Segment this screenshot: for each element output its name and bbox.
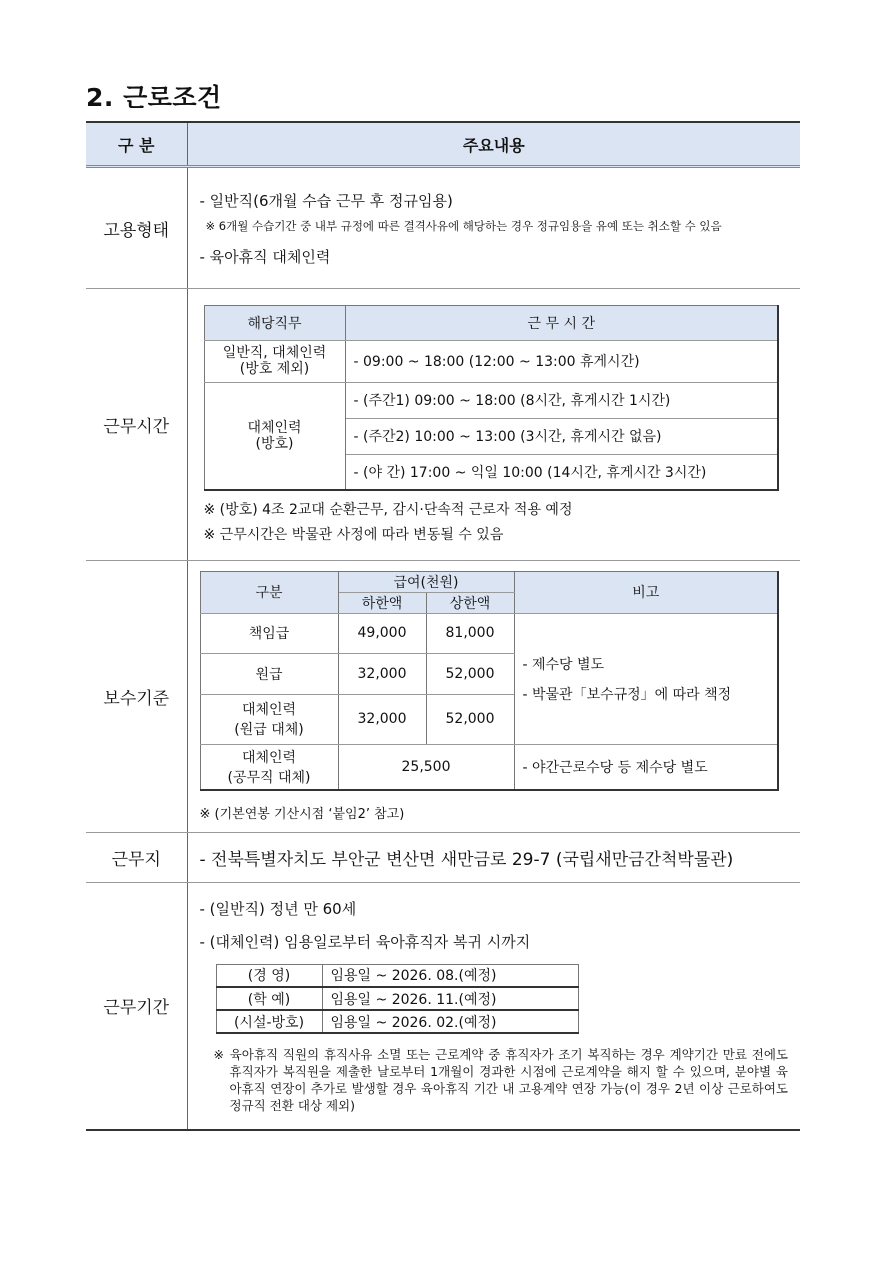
row-salary [86, 561, 800, 833]
hours-header-role: 해당직무 [204, 305, 345, 340]
salary-note-merged [514, 613, 778, 744]
hours-time-day2: - (주간2) 10:00 ~ 13:00 (3시간, 휴게시간 없음) [345, 418, 778, 454]
hours-role-guard: 대체인력 (방호) [204, 382, 345, 490]
period-term: 임용일 ~ 2026. 02.(예정) [322, 1010, 578, 1033]
period-label: 근무기간 [86, 883, 187, 1130]
table-row [200, 613, 778, 653]
period-content [187, 883, 800, 1130]
period-dept: (경 영) [216, 964, 322, 987]
period-term: 임용일 ~ 2026. 11.(예정) [322, 987, 578, 1010]
period-term: 임용일 ~ 2026. 08.(예정) [322, 964, 578, 987]
hours-label: 근무시간 [86, 289, 187, 561]
hours-time-day1: - (주간1) 09:00 ~ 18:00 (8시간, 휴게시간 1시간) [345, 382, 778, 418]
hours-table [204, 305, 780, 492]
salary-type: 대체인력 (공무직 대체) [200, 744, 338, 790]
salary-max: 52,000 [426, 653, 514, 694]
salary-footnote: ※ (기본연봉 기산시점 ‘붙임2’ 참고) [199, 807, 405, 823]
hours-header-time: 근 무 시 간 [345, 305, 778, 340]
row-location [86, 833, 800, 883]
row-employment [86, 167, 800, 289]
salary-content [187, 561, 800, 833]
salary-type: 대체인력 (원급 대체) [200, 694, 338, 744]
section-title: 2. 근로조건 [86, 83, 222, 112]
location-text: - 전북특별자치도 부안군 변산면 새만금로 29-7 (국립새만금간척박물관) [187, 833, 800, 883]
row-hours [86, 289, 800, 561]
header-category: 구 분 [86, 122, 187, 167]
period-table [216, 964, 579, 1035]
working-conditions-table [86, 121, 800, 1131]
salary-pay: 25,500 [338, 744, 514, 790]
employment-content [187, 167, 800, 289]
salary-header-min: 하한액 [338, 592, 426, 613]
salary-min: 49,000 [338, 613, 426, 653]
period-dept: (학 예) [216, 987, 322, 1010]
table-row [216, 964, 578, 987]
employment-line-2: - 육아휴직 대체인력 [199, 247, 331, 266]
salary-min: 32,000 [338, 694, 426, 744]
hours-note-2: ※ 근무시간은 박물관 사정에 따라 변동될 수 있음 [203, 527, 504, 544]
salary-table [200, 571, 780, 792]
employment-label: 고용형태 [86, 167, 187, 289]
hours-time-night: - (야 간) 17:00 ~ 익일 10:00 (14시간, 휴게시간 3시간) [345, 454, 778, 490]
period-dept: (시설-방호) [216, 1010, 322, 1033]
table-row [216, 987, 578, 1010]
header-content: 주요내용 [187, 122, 800, 167]
table-header [86, 122, 800, 167]
salary-header-type: 구분 [200, 571, 338, 613]
salary-min: 32,000 [338, 653, 426, 694]
hours-note-1: ※ (방호) 4조 2교대 순환근무, 감시·단속적 근로자 적용 예정 [203, 502, 573, 519]
salary-note-last: - 야간근로수당 등 제수당 별도 [514, 744, 778, 790]
salary-note-a: - 제수당 별도 [522, 656, 605, 673]
salary-type: 책임급 [200, 613, 338, 653]
period-line-1: - (일반직) 정년 만 60세 [199, 899, 357, 918]
salary-header-max: 상한액 [426, 592, 514, 613]
salary-max: 52,000 [426, 694, 514, 744]
salary-header-pay: 급여(천원) [338, 571, 514, 592]
table-row [216, 1010, 578, 1033]
period-note: ※ 육아휴직 직원의 휴직사유 소멸 또는 근로계약 중 휴직자가 조기 복직하는 경우 계약기간 만료 전에도 휴직자가 복직원을 제출한 날로부터 1개월이 경과한 시점에 근로계약을 해지 할 수 있으며, 분야별 육아휴직 연장이 추가로 발생할 경우 육아휴직 기간 내 고용계약 연장 가능(이 경우 2년 이상 근로하여도 정규직 전환 대상 제외) [213, 1047, 788, 1113]
salary-label: 보수기준 [86, 561, 187, 833]
period-line-2: - (대체인력) 임용일로부터 육아휴직자 복귀 시까지 [199, 932, 531, 951]
salary-max: 81,000 [426, 613, 514, 653]
employment-line-1: - 일반직(6개월 수습 근무 후 정규임용) [199, 191, 453, 210]
employment-note: ※ 6개월 수습기간 중 내부 규정에 따른 결격사유에 해당하는 경우 정규임용을 유예 또는 취소할 수 있음 [205, 218, 722, 233]
hours-time-general: - 09:00 ~ 18:00 (12:00 ~ 13:00 휴게시간) [345, 340, 778, 382]
hours-content [187, 289, 800, 561]
hours-role-general: 일반직, 대체인력 (방호 제외) [204, 340, 345, 382]
location-label: 근무지 [86, 833, 187, 883]
table-row [200, 744, 778, 790]
salary-header-note: 비고 [514, 571, 778, 613]
salary-type: 원급 [200, 653, 338, 694]
row-period [86, 883, 800, 1130]
salary-note-b: - 박물관「보수규정」에 따라 책정 [522, 686, 732, 703]
